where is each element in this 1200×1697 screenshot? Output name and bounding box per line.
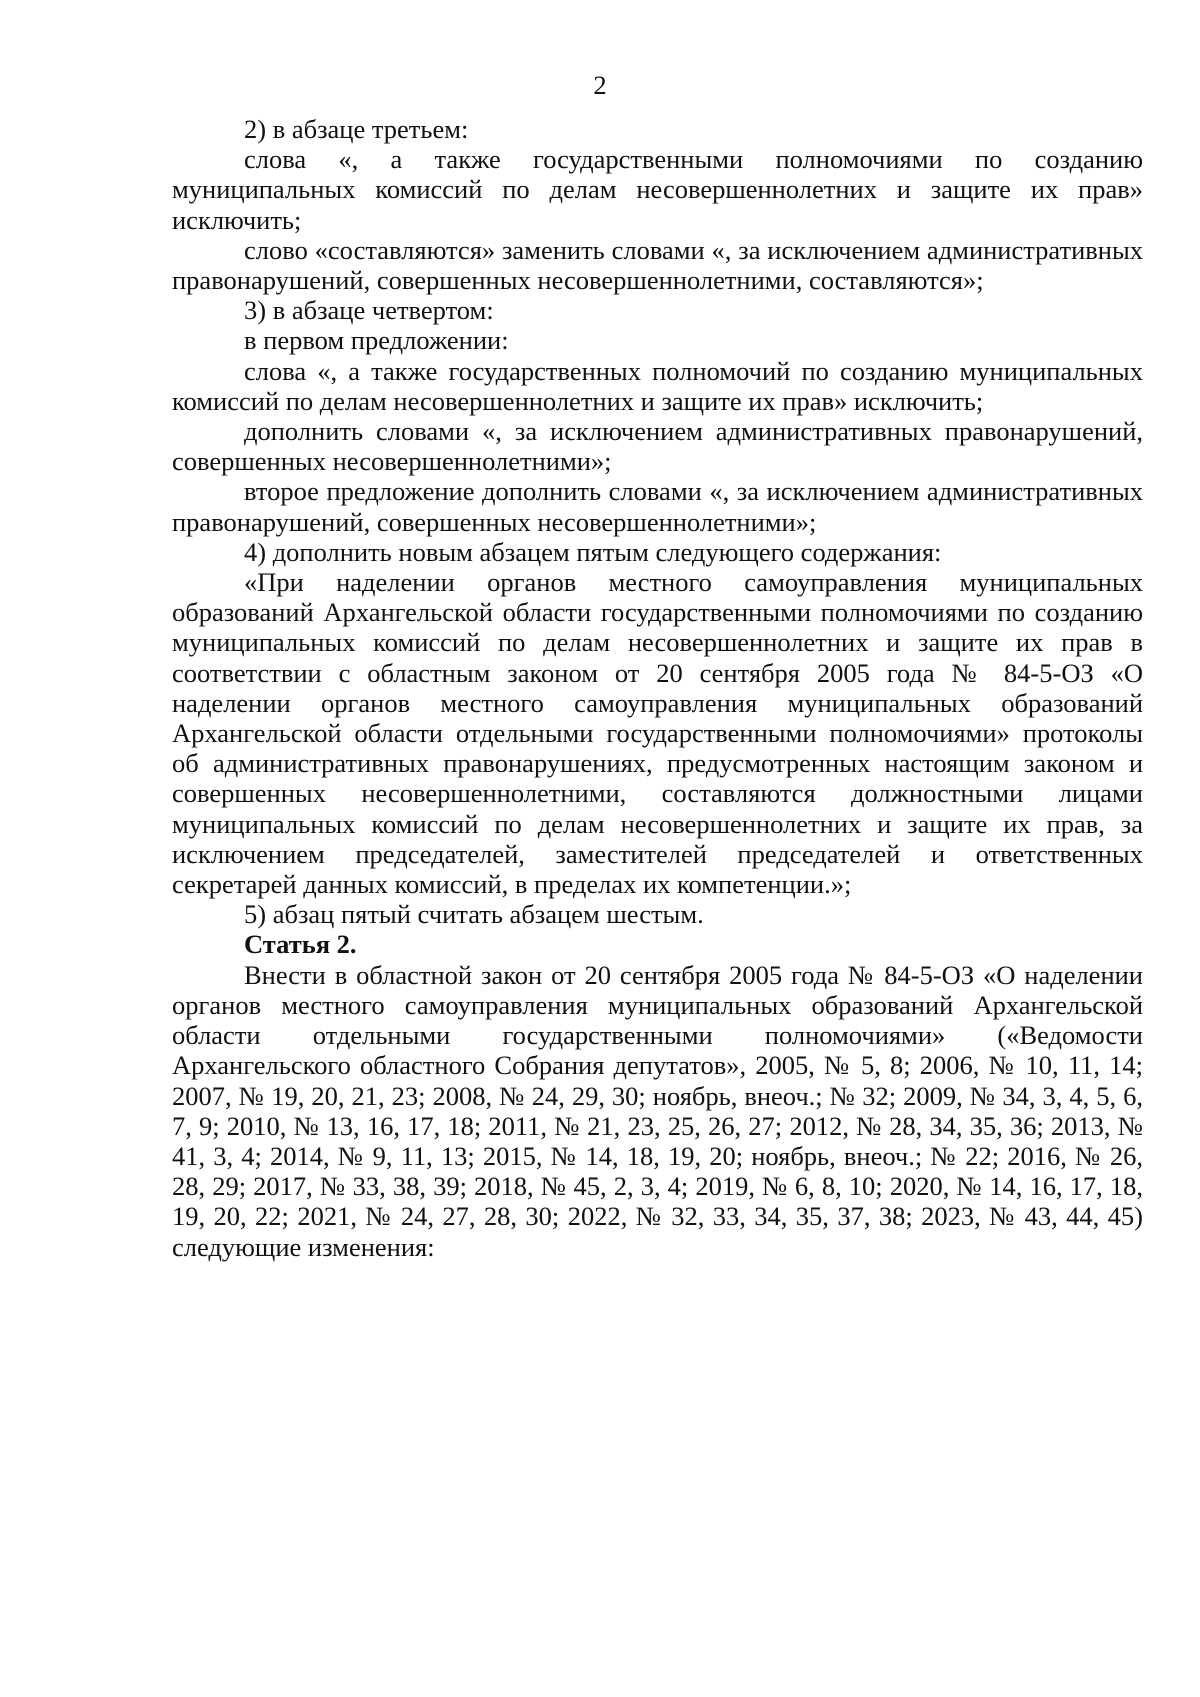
paragraph-item-3-header: 3) в абзаце четвертом: bbox=[244, 295, 494, 326]
page-number: 2 bbox=[593, 70, 607, 100]
paragraph-item-2-header: 2) в абзаце третьем: bbox=[244, 114, 469, 144]
paragraph-replace-word: слово «составляются» заменить словами «, за исключением административных правонарушений, совершенных несовершеннолетними, составляются»; bbox=[172, 234, 1143, 296]
paragraph-exclude-words-2: слова «, а также государственных полномочий по созданию муниципальных комиссий по делам несовершеннолетних и защите их прав» исключить; bbox=[172, 355, 1143, 416]
paragraph-exclude-words: слова «, а также государственными полномочиями по созданию муниципальных комиссий по делам несовершеннолетних и защите их прав» исключить; bbox=[172, 144, 1143, 235]
paragraph-first-sentence: в первом предложении: bbox=[244, 325, 509, 356]
paragraph-item-4-header: 4) дополнить новым абзацем пятым следующего содержания: bbox=[244, 536, 942, 567]
paragraph-item-5: 5) абзац пятый считать абзацем шестым. bbox=[244, 899, 704, 930]
paragraph-new-fifth-paragraph: «При наделении органов местного самоуправления муниципальных образований Архангельской области государственными полномочиями по созданию муниципальных комиссий по делам несовершеннолетних и защите их прав в соответствии с областным законом от 20 сентября 2005 года № 84-5-ОЗ «О наделении органов местного самоуправления муниципальных образований Архангельской области отдельными государственными полномочиями» протоколы об административных правонарушениях, предусмотренных настоящим законом и совершенных несовершеннолетними, составляются должностными лицами муниципальных комиссий по делам несовершеннолетних и защите их прав, за исключением председателей, заместителей председателей и ответственных секретарей данных комиссий, в пределах их компетенции.»; bbox=[172, 567, 1143, 900]
paragraph-article-2-body: Внести в областной закон от 20 сентября 2005 года № 84-5-ОЗ «О наделении органов местного самоуправления муниципальных образований Архангельской области отдельными государственными полномочиями» («Ведомости Архангельского областного Собрания депутатов», 2005, № 5, 8; 2006, № 10, 11, 14; 2007, № 19, 20, 21, 23; 2008, № 24, 29, 30; ноябрь, внеоч.; № 32; 2009, № 34, 3, 4, 5, 6, 7, 9; 2010, № 13, 16, 17, 18; 2011, № 21, 23, 25, 26, 27; 2012, № 28, 34, 35, 36; 2013, № 41, 3, 4; 2014, № 9, 11, 13; 2015, № 14, 18, 19, 20; ноябрь, внеоч.; № 22; 2016, № 26, 28, 29; 2017, № 33, 38, 39; 2018, № 45, 2, 3, 4; 2019, № 6, 8, 10; 2020, № 14, 16, 17, 18, 19, 20, 22; 2021, № 24, 27, 28, 30; 2022, № 32, 33, 34, 35, 37, 38; 2023, № 43, 44, 45) следующие изменения: bbox=[172, 959, 1143, 1262]
article-title: Статья 2. bbox=[244, 929, 357, 960]
paragraph-second-sentence: второе предложение дополнить словами «, за исключением административных правонарушений, совершенных несовершеннолетними»; bbox=[172, 476, 1143, 537]
document-body bbox=[172, 114, 1143, 1262]
paragraph-supplement-words: дополнить словами «, за исключением административных правонарушений, совершенных несовершеннолетними»; bbox=[172, 416, 1143, 477]
